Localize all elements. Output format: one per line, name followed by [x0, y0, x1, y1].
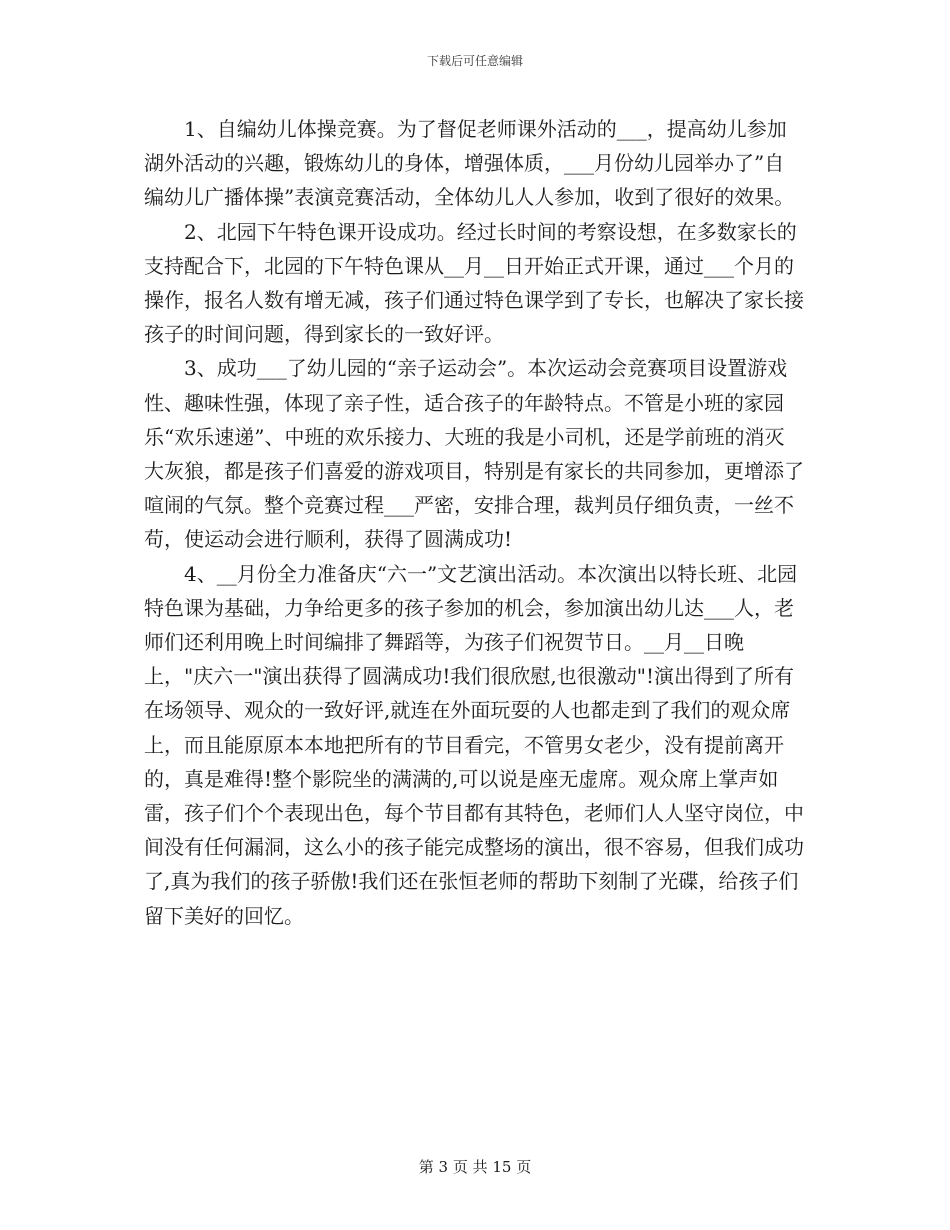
paragraph-4: 4、__月份全力准备庆“六一”文艺演出活动。本次演出以特长班、北园特色课为基础，力争给更多的孩子参加的机会，参加演出幼儿达___人，老师们还利用晚上时间编排了舞蹈等，为孩子们祝贺节日。__月__日晚上，"庆六一"演出获得了圆满成功!我们很欣慰,也很激动"!演出得到了所有在场领导、观众的一致好评,就连在外面玩耍的人也都走到了我们的观众席上，而且能原原本本地把所有的节目看完，不管男女老少，没有提前离开的，真是难得!整个影院坐的满满的,可以说是座无虚席。观众席上掌声如雷，孩子们个个表现出色，每个节目都有其特色，老师们人人坚守岗位，中间没有任何漏洞，这么小的孩子能完成整场的演出，很不容易，但我们成功了,真为我们的孩子骄傲!我们还在张恒老师的帮助下刻制了光碟，给孩子们留下美好的回忆。 [144, 561, 804, 928]
page-number: 第 3 页 共 15 页 [418, 1158, 532, 1176]
paragraph-3: 3、成功___了幼儿园的“亲子运动会”。本次运动会竞赛项目设置游戏性、趣味性强，体现了亲子性，适合孩子的年龄特点。不管是小班的家园乐“欢乐速递”、中班的欢乐接力、大班的我是小司机，还是学前班的消灭大灰狼，都是孩子们喜爱的游戏项目，特别是有家长的共同参加，更增添了喧闹的气氛。整个竞赛过程___严密，安排合理，裁判员仔细负责，一丝不苟，使运动会进行顺利，获得了圆满成功! [144, 356, 804, 552]
document-body [144, 112, 804, 933]
paragraph-1: 1、自编幼儿体操竞赛。为了督促老师课外活动的___，提高幼儿参加湖外活动的兴趣，锻炼幼儿的身体，增强体质，___月份幼儿园举办了”自编幼儿广播体操”表演竞赛活动，全体幼儿人人参加，收到了很好的效果。 [144, 117, 795, 210]
page-header: 下载后可任意编辑 [426, 54, 523, 68]
paragraph-2: 2、北园下午特色课开设成功。经过长时间的考察设想，在多数家长的支持配合下，北园的下午特色课从__月__日开始正式开课，通过___个月的操作，报名人数有增无减，孩子们通过特色课学到了专长，也解决了家长接孩子的时间问题，得到家长的一致好评。 [144, 219, 804, 347]
